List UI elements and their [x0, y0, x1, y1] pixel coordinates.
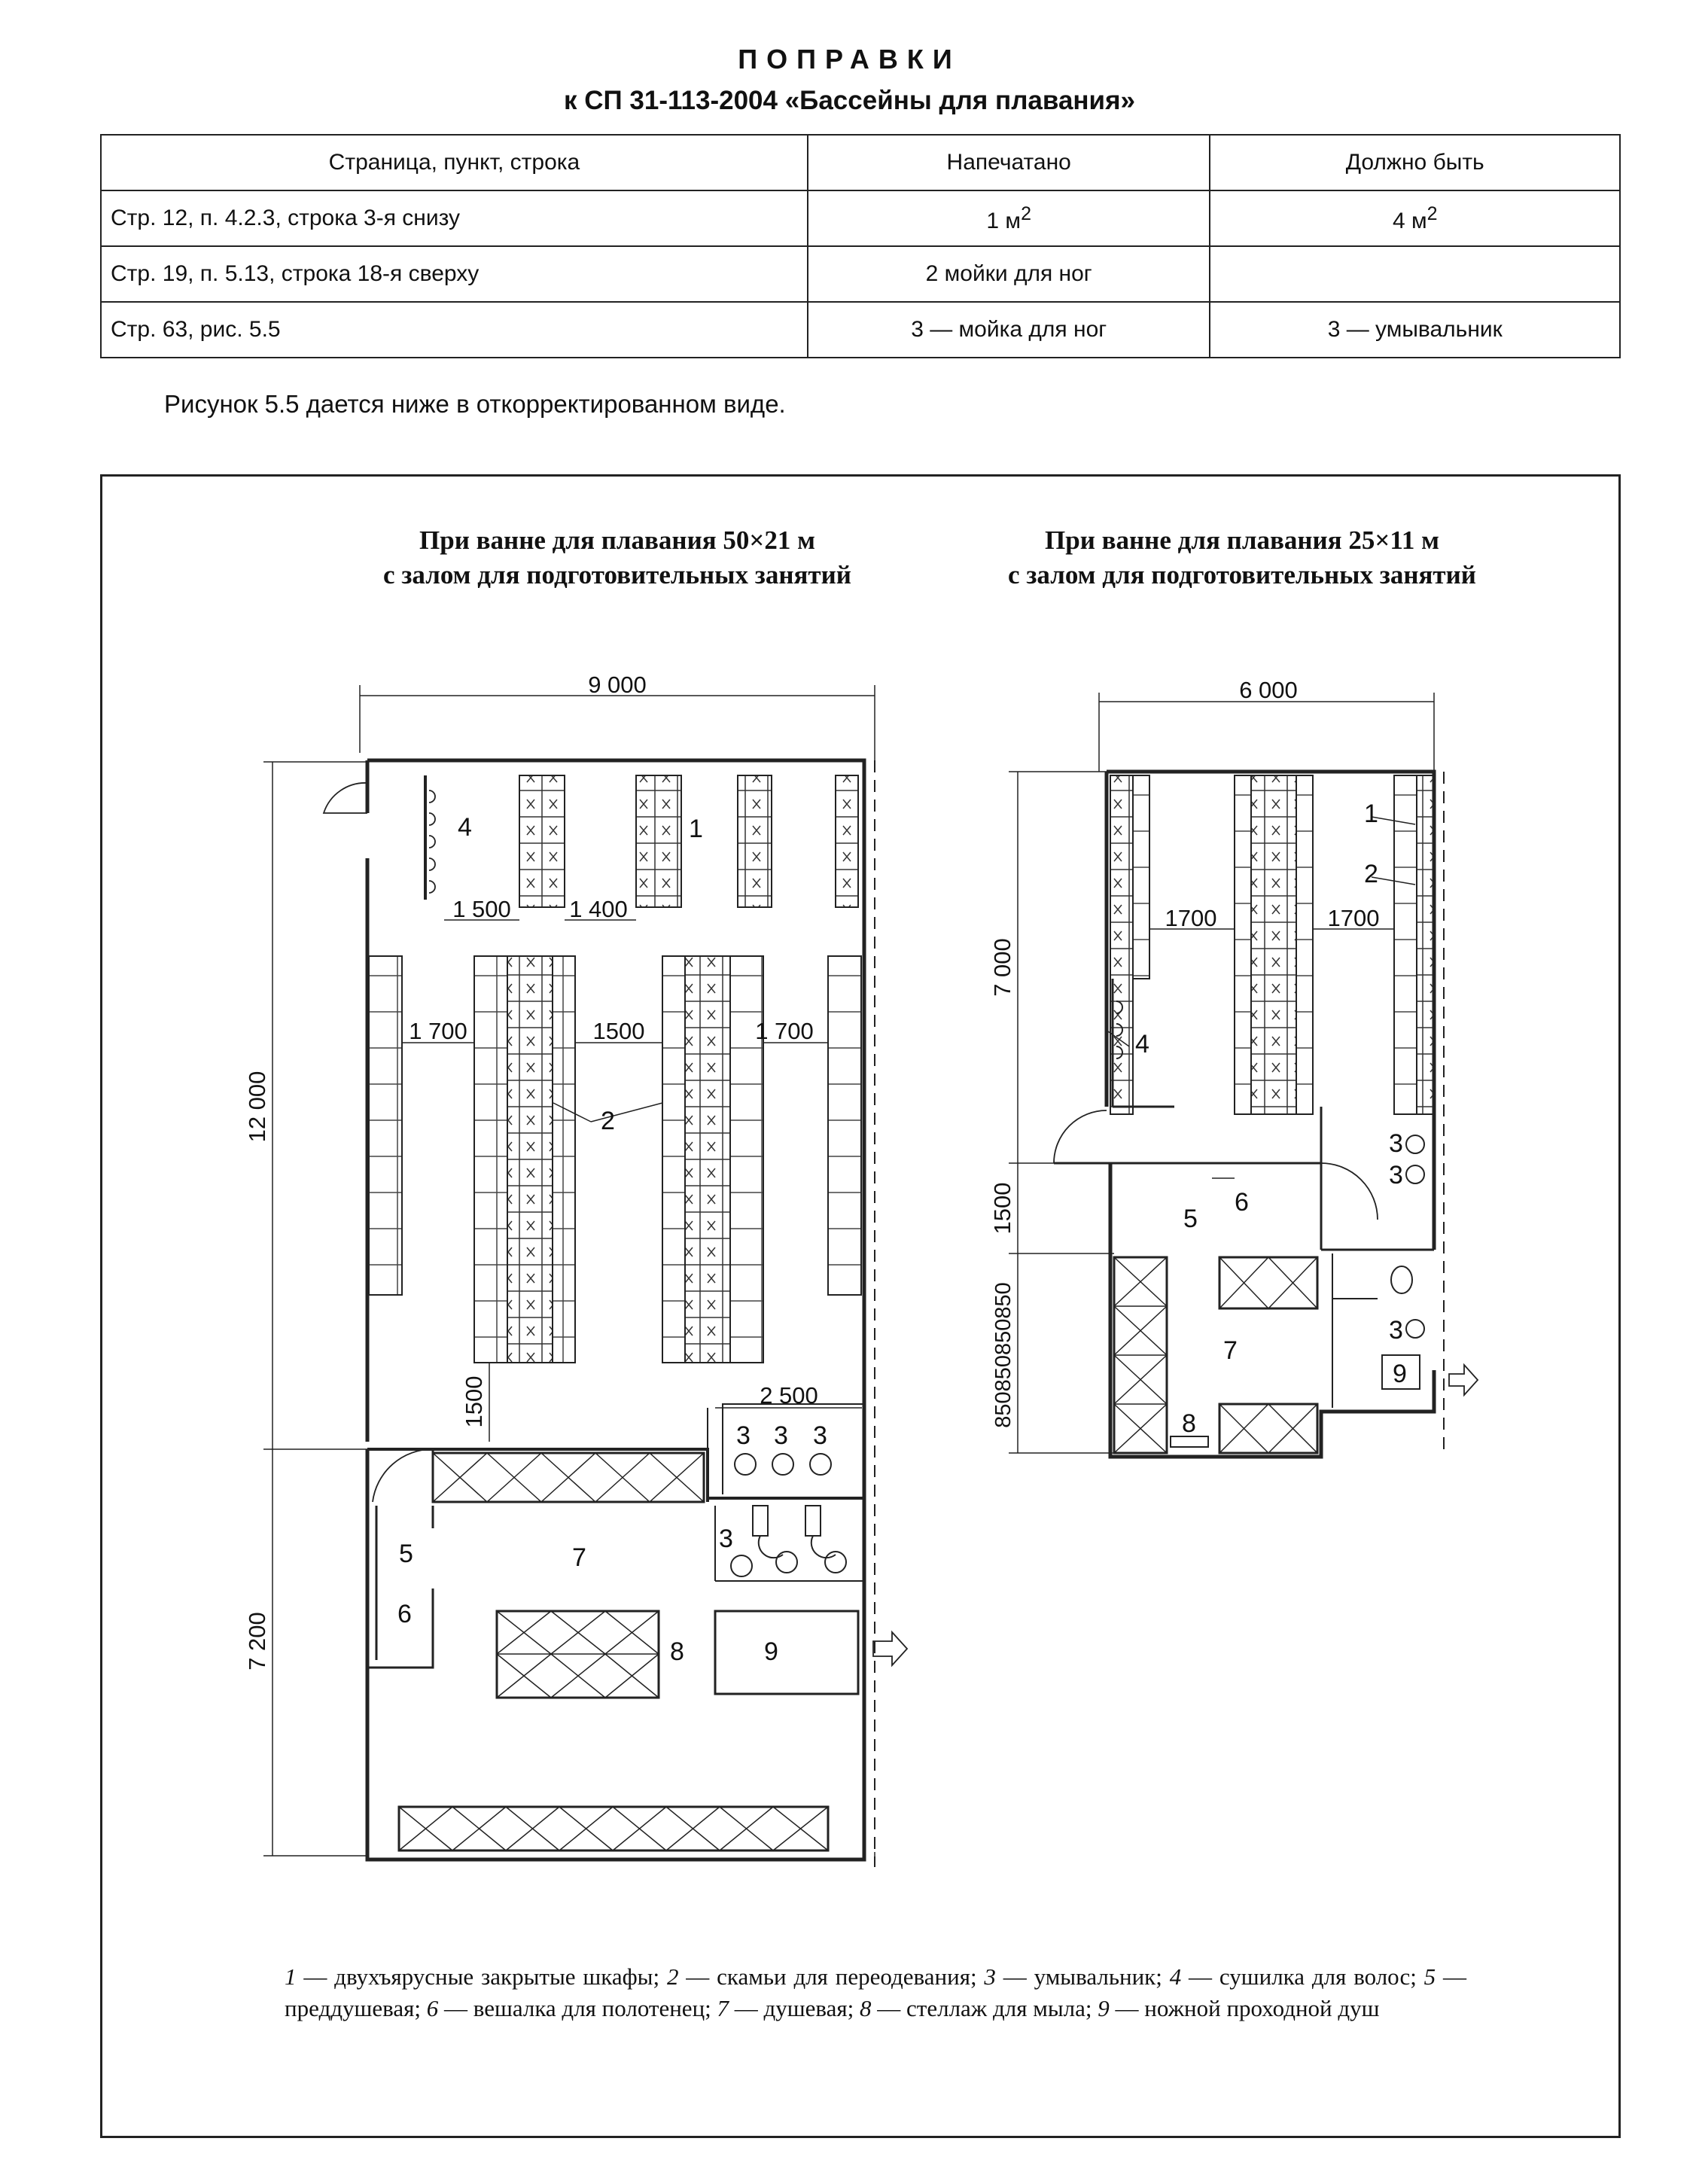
left-dim-width: 9 000 [588, 672, 647, 698]
label-3-right-c: 3 [1389, 1316, 1403, 1345]
label-9-left: 9 [764, 1637, 778, 1666]
label-1-left: 1 [689, 815, 703, 843]
label-2-right: 2 [1364, 860, 1378, 888]
table-cell-printed: 2 мойки для ног [808, 246, 1210, 302]
left-dim-gap-a: 1 500 [452, 896, 511, 922]
label-3-left-c: 3 [813, 1421, 827, 1450]
right-dim-height-mid: 1500 [989, 1182, 1015, 1235]
label-5-right: 5 [1183, 1205, 1198, 1233]
right-dim-width: 6 000 [1239, 677, 1298, 703]
left-dim-height-top: 12 000 [244, 1071, 270, 1143]
left-dim-wash-block: 2 500 [760, 1382, 818, 1409]
left-plan [263, 685, 907, 1867]
table-cell-correct: 3 — умывальник [1210, 302, 1620, 358]
table-header-cell: Напечатано [808, 135, 1210, 190]
left-dim-aisle-1: 1 700 [409, 1018, 467, 1044]
label-8-right: 8 [1182, 1409, 1196, 1438]
right-dim-aisle-1: 1700 [1165, 905, 1217, 931]
corrections-title: ПОПРАВКИ [738, 44, 961, 75]
table-header-cell: Страница, пункт, строка [101, 135, 808, 190]
label-7-left: 7 [572, 1543, 586, 1572]
figure-note: Рисунок 5.5 дается ниже в откорректированном виде. [164, 390, 786, 418]
label-3-left-b: 3 [774, 1421, 788, 1450]
table-cell-where: Стр. 12, п. 4.2.3, строка 3-я снизу [101, 190, 808, 246]
right-dim-height-top: 7 000 [989, 938, 1015, 997]
label-3-left-d: 3 [719, 1525, 733, 1553]
table-cell-printed: 3 — мойка для ног [808, 302, 1210, 358]
label-2-left: 2 [601, 1107, 615, 1135]
left-dim-passage: 1500 [461, 1375, 487, 1428]
label-6-right: 6 [1235, 1188, 1249, 1217]
figure-legend: 1 — двухъярусные закрытые шкафы; 2 — скамьи для переодевания; 3 — умывальник; 4 — сушилка для волос; 5 — преддушевая; 6 — вешалка для полотенец; 7 — душевая; 8 — стеллаж для мыла; 9 — ножной проходной душ [285, 1963, 1467, 2021]
left-dim-aisle-2: 1500 [592, 1018, 645, 1044]
table-header-cell: Должно быть [1210, 135, 1620, 190]
corrections-subtitle: к СП 31-113-2004 «Бассейны для плавания» [564, 86, 1135, 115]
table-cell-correct: 4 $м^2$ [1210, 190, 1620, 246]
label-3-left-a: 3 [736, 1421, 751, 1450]
label-8-left: 8 [670, 1637, 684, 1666]
label-4-left: 4 [458, 813, 472, 842]
right-dim-stack: 850850850850 [991, 1282, 1015, 1428]
label-3-right-b: 3 [1389, 1161, 1403, 1189]
left-plan-title: При ванне для плавания 50×21 м с залом для подготовительных занятий [383, 525, 851, 589]
label-6-left: 6 [397, 1600, 412, 1628]
label-1-right: 1 [1364, 800, 1378, 828]
label-3-right-a: 3 [1389, 1129, 1403, 1158]
right-plan-title: При ванне для плавания 25×11 м с залом для подготовительных занятий [1008, 525, 1476, 589]
label-5-left: 5 [399, 1540, 413, 1568]
right-plan [1009, 693, 1478, 1457]
table-cell-where: Стр. 63, рис. 5.5 [101, 302, 808, 358]
right-dim-aisle-2: 1700 [1327, 905, 1380, 931]
left-dim-gap-b: 1 400 [569, 896, 628, 922]
left-dim-height-bottom: 7 200 [244, 1612, 270, 1671]
table-cell-printed: 1 $м^2$ [808, 190, 1210, 246]
label-9-right: 9 [1393, 1360, 1407, 1388]
label-4-right: 4 [1135, 1030, 1149, 1058]
table-cell-where: Стр. 19, п. 5.13, строка 18-я сверху [101, 246, 808, 302]
left-dim-aisle-3: 1 700 [755, 1018, 814, 1044]
label-7-right: 7 [1223, 1336, 1238, 1365]
